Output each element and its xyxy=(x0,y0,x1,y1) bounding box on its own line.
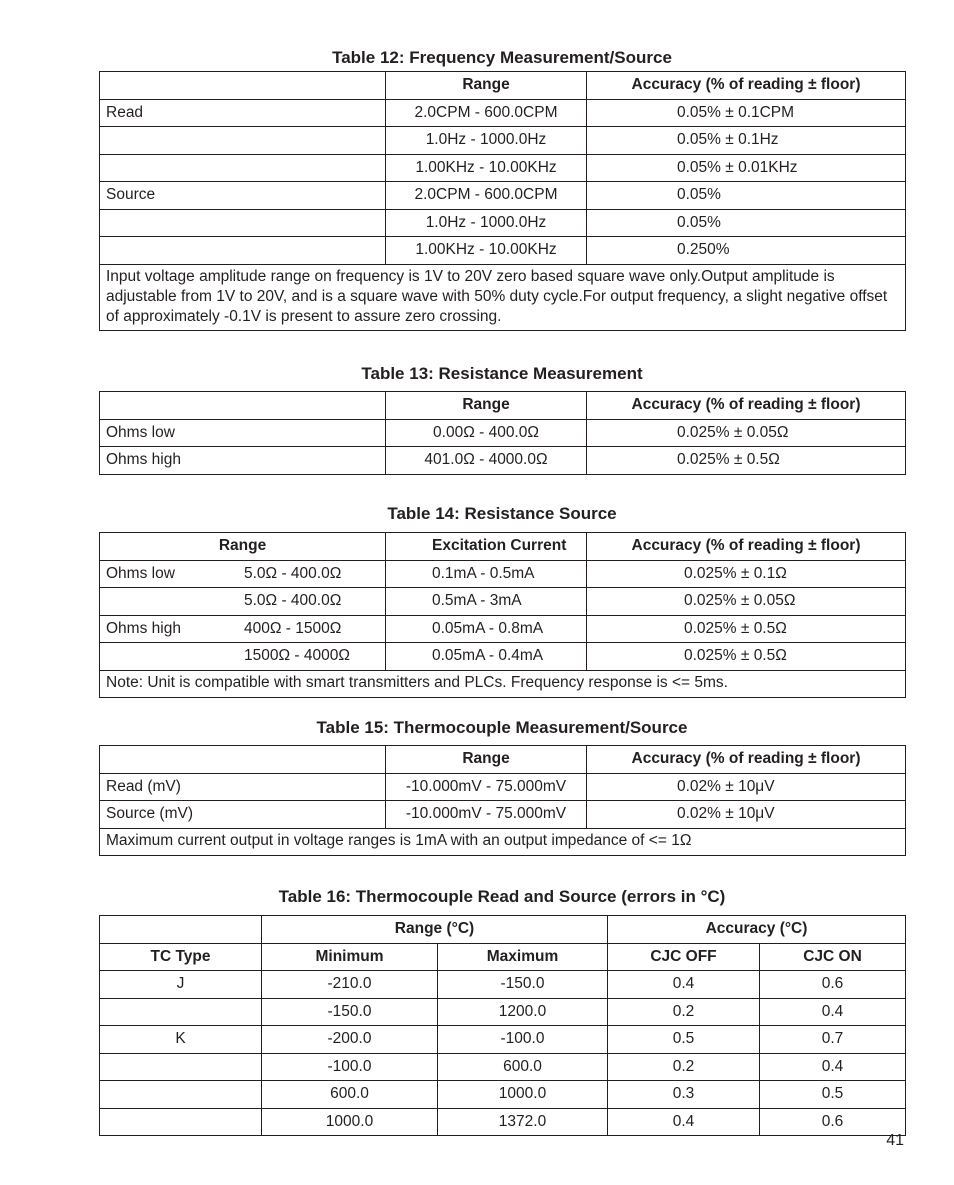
header-cell: Range xyxy=(386,392,587,420)
table-row xyxy=(100,615,906,643)
table-row xyxy=(100,588,906,616)
table-row xyxy=(100,643,906,671)
table-cell: 0.250% xyxy=(587,237,906,265)
table-cell: 0.025% ± 0.05Ω xyxy=(587,419,906,447)
table-note: Input voltage amplitude range on frequency is 1V to 20V zero based square wave only.Output amplitude is adjustable from 1V to 20V, and is a square wave with 50% duty cycle.For output frequency, a slight negative offset of approximately -0.1V is present to assure zero crossing. xyxy=(100,264,906,330)
table-cell: -10.000mV - 75.000mV xyxy=(386,801,587,829)
table-cell: 0.5mA - 3mA xyxy=(386,588,587,616)
table-cell: 0.05% ± 0.01KHz xyxy=(587,154,906,182)
header-cell: CJC OFF xyxy=(608,943,760,971)
table-cell: 401.0Ω - 4000.0Ω xyxy=(386,447,587,475)
table-row xyxy=(100,447,906,475)
table-cell xyxy=(100,127,386,155)
header-cell: Accuracy (% of reading ± floor) xyxy=(587,746,906,774)
table-cell: 0.025% ± 0.1Ω xyxy=(587,560,906,588)
table-13 xyxy=(99,391,906,475)
table-cell xyxy=(100,154,386,182)
table-cell: -10.000mV - 75.000mV xyxy=(386,773,587,801)
table-cell: 0.6 xyxy=(760,1108,906,1136)
table-cell: 600.0 xyxy=(438,1053,608,1081)
table-cell xyxy=(100,643,386,671)
table-cell: 2.0CPM - 600.0CPM xyxy=(386,182,587,210)
table-cell: 2.0CPM - 600.0CPM xyxy=(386,99,587,127)
table-cell: J xyxy=(100,971,262,999)
table-header-row xyxy=(100,72,906,100)
table-cell xyxy=(100,998,262,1026)
table-cell: 0.5 xyxy=(760,1081,906,1109)
table-cell xyxy=(100,1081,262,1109)
table-row xyxy=(100,998,906,1026)
table-cell: Read (mV) xyxy=(100,773,386,801)
table-cell: -150.0 xyxy=(262,998,438,1026)
table-cell xyxy=(100,1108,262,1136)
table-row xyxy=(100,182,906,210)
table-14-title: Table 14: Resistance Source xyxy=(387,504,617,523)
table-cell: 1.0Hz - 1000.0Hz xyxy=(386,127,587,155)
range-value: 5.0Ω - 400.0Ω xyxy=(244,592,342,610)
table-row xyxy=(100,99,906,127)
table-cell: -100.0 xyxy=(262,1053,438,1081)
table-note: Maximum current output in voltage ranges is 1mA with an output impedance of <= 1Ω xyxy=(100,828,906,856)
table-note-row xyxy=(100,264,906,330)
table-cell: 0.6 xyxy=(760,971,906,999)
table-row xyxy=(100,1026,906,1054)
header-cell: Minimum xyxy=(262,943,438,971)
table-row xyxy=(100,560,906,588)
table-cell: 0.025% ± 0.5Ω xyxy=(587,615,906,643)
table-header-row xyxy=(100,533,906,561)
range-value: 5.0Ω - 400.0Ω xyxy=(244,564,342,582)
table-cell: 0.3 xyxy=(608,1081,760,1109)
table-cell: 1000.0 xyxy=(438,1081,608,1109)
table-cell xyxy=(100,588,386,616)
table-14 xyxy=(99,532,906,698)
table-cell: 0.1mA - 0.5mA xyxy=(386,560,587,588)
header-cell: Accuracy (% of reading ± floor) xyxy=(587,392,906,420)
table-cell: 0.025% ± 0.5Ω xyxy=(587,643,906,671)
table-row xyxy=(100,971,906,999)
table-cell: Read xyxy=(100,99,386,127)
table-cell: -100.0 xyxy=(438,1026,608,1054)
table-12 xyxy=(99,71,906,331)
header-cell: Range (°C) xyxy=(262,916,608,944)
table-header-row xyxy=(100,392,906,420)
table-row xyxy=(100,1108,906,1136)
range-type: Ohms high xyxy=(106,619,181,637)
header-cell xyxy=(100,746,386,774)
table-note-row xyxy=(100,670,906,698)
table-cell: Source xyxy=(100,182,386,210)
header-cell: Accuracy (% of reading ± floor) xyxy=(587,72,906,100)
header-cell xyxy=(100,916,262,944)
table-cell: 600.0 xyxy=(262,1081,438,1109)
table-cell: 0.05% xyxy=(587,209,906,237)
table-cell: 0.2 xyxy=(608,1053,760,1081)
table-cell xyxy=(100,1053,262,1081)
table-16 xyxy=(99,915,906,1136)
header-cell: Accuracy (% of reading ± floor) xyxy=(587,533,906,561)
table-cell: 0.5 xyxy=(608,1026,760,1054)
table-cell: 0.4 xyxy=(608,1108,760,1136)
table-15-section xyxy=(99,715,905,856)
table-cell: 1.0Hz - 1000.0Hz xyxy=(386,209,587,237)
table-cell: 0.025% ± 0.05Ω xyxy=(587,588,906,616)
table-13-title: Table 13: Resistance Measurement xyxy=(361,364,643,383)
table-15-title: Table 15: Thermocouple Measurement/Source xyxy=(316,718,688,737)
table-row xyxy=(100,154,906,182)
header-cell: Maximum xyxy=(438,943,608,971)
table-cell xyxy=(100,237,386,265)
table-cell: 0.4 xyxy=(760,1053,906,1081)
page-number: 41 xyxy=(886,1132,904,1149)
table-row xyxy=(100,773,906,801)
table-cell: 0.02% ± 10μV xyxy=(587,801,906,829)
table-cell: 0.025% ± 0.5Ω xyxy=(587,447,906,475)
header-cell xyxy=(100,392,386,420)
table-cell: -210.0 xyxy=(262,971,438,999)
table-cell: 1372.0 xyxy=(438,1108,608,1136)
header-cell xyxy=(100,72,386,100)
table-cell: 1200.0 xyxy=(438,998,608,1026)
table-row xyxy=(100,209,906,237)
header-cell: Range xyxy=(100,533,386,561)
table-cell: 0.4 xyxy=(608,971,760,999)
table-group-header-row xyxy=(100,916,906,944)
table-cell: 1.00KHz - 10.00KHz xyxy=(386,154,587,182)
table-header-row xyxy=(100,943,906,971)
table-cell: 0.00Ω - 400.0Ω xyxy=(386,419,587,447)
table-cell xyxy=(100,209,386,237)
table-row xyxy=(100,237,906,265)
table-header-row xyxy=(100,746,906,774)
table-row xyxy=(100,1053,906,1081)
table-row xyxy=(100,1081,906,1109)
table-16-section xyxy=(99,884,905,1136)
range-value: 400Ω - 1500Ω xyxy=(244,619,342,637)
table-note-row xyxy=(100,828,906,856)
table-cell: -200.0 xyxy=(262,1026,438,1054)
range-value: 1500Ω - 4000Ω xyxy=(244,647,350,665)
table-cell: 0.05mA - 0.4mA xyxy=(386,643,587,671)
table-12-section xyxy=(99,45,905,331)
table-note: Note: Unit is compatible with smart transmitters and PLCs. Frequency response is <= 5ms. xyxy=(100,670,906,698)
table-14-section xyxy=(99,501,905,698)
table-cell: Ohms high xyxy=(100,447,386,475)
table-13-section xyxy=(99,361,905,475)
table-cell: 0.4 xyxy=(760,998,906,1026)
table-cell: Ohms low xyxy=(100,419,386,447)
table-cell: -150.0 xyxy=(438,971,608,999)
table-15 xyxy=(99,745,906,856)
header-cell: Range xyxy=(386,746,587,774)
table-cell: 1.00KHz - 10.00KHz xyxy=(386,237,587,265)
table-cell: 0.05% ± 0.1Hz xyxy=(587,127,906,155)
table-row xyxy=(100,801,906,829)
range-type: Ohms low xyxy=(106,564,175,582)
header-cell: Accuracy (°C) xyxy=(608,916,906,944)
header-cell: CJC ON xyxy=(760,943,906,971)
table-cell: 0.05mA - 0.8mA xyxy=(386,615,587,643)
table-cell: K xyxy=(100,1026,262,1054)
table-row xyxy=(100,419,906,447)
table-cell xyxy=(100,560,386,588)
table-16-title: Table 16: Thermocouple Read and Source (errors in °C) xyxy=(278,887,726,906)
table-cell: 0.02% ± 10μV xyxy=(587,773,906,801)
header-cell: Excitation Current xyxy=(386,533,587,561)
header-cell: TC Type xyxy=(100,943,262,971)
table-cell: 1000.0 xyxy=(262,1108,438,1136)
table-cell: 0.7 xyxy=(760,1026,906,1054)
header-cell: Range xyxy=(386,72,587,100)
table-cell: Source (mV) xyxy=(100,801,386,829)
table-row xyxy=(100,127,906,155)
table-cell: 0.05% ± 0.1CPM xyxy=(587,99,906,127)
table-cell: 0.05% xyxy=(587,182,906,210)
table-12-title: Table 12: Frequency Measurement/Source xyxy=(332,48,672,67)
table-cell xyxy=(100,615,386,643)
table-cell: 0.2 xyxy=(608,998,760,1026)
